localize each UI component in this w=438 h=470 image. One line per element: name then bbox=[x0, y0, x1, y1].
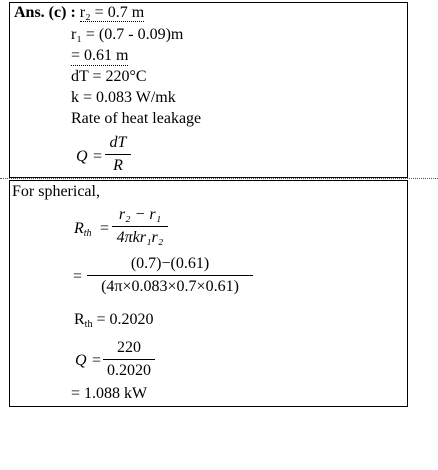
substitution-numerator: (0.7)−(0.61) bbox=[130, 255, 210, 272]
rth-result-subscript: th bbox=[84, 319, 93, 330]
r2-equation: r₂ = 0.7 m bbox=[79, 4, 145, 21]
rth-subscript: th bbox=[83, 228, 92, 239]
fraction-bar bbox=[103, 359, 155, 360]
q2-denominator: 0.2020 bbox=[107, 362, 151, 379]
rth-result-value: = 0.2020 bbox=[96, 311, 154, 328]
substitution-denominator: (4π×0.083×0.7×0.61) bbox=[101, 278, 239, 295]
final-answer: = 1.088 kW bbox=[71, 385, 148, 402]
rth-equals: = bbox=[100, 220, 110, 237]
q-lhs: Q bbox=[76, 148, 88, 165]
q-numerator: dT bbox=[109, 134, 127, 151]
fraction-bar bbox=[112, 226, 168, 227]
q2-numerator: 220 bbox=[117, 339, 141, 356]
rth-denominator: 4πkr₁r₂ bbox=[116, 229, 164, 246]
r1-value: = 0.61 m bbox=[71, 47, 129, 64]
temperature-difference: dT = 220°C bbox=[71, 68, 147, 85]
rth-fraction bbox=[110, 206, 170, 247]
q-denominator: R bbox=[113, 157, 123, 174]
spherical-heading: For spherical, bbox=[12, 183, 100, 200]
q-fraction bbox=[104, 134, 132, 175]
rth-numerator: r₂ − r₁ bbox=[118, 206, 162, 223]
substitution-equals: = bbox=[73, 268, 83, 285]
q2-fraction bbox=[102, 339, 156, 380]
fraction-bar bbox=[87, 275, 253, 276]
rth-result bbox=[74, 311, 153, 334]
section-divider bbox=[0, 178, 438, 179]
conductivity: k = 0.083 W/mk bbox=[71, 89, 176, 106]
answer-box bbox=[9, 2, 408, 178]
r1-equation: r₁ = (0.7 - 0.09)m bbox=[71, 26, 184, 43]
q2-equals: = bbox=[92, 352, 102, 369]
rth-result-symbol: R bbox=[74, 311, 85, 328]
fraction-bar bbox=[105, 154, 131, 155]
q-equals: = bbox=[93, 148, 103, 165]
rth-lhs bbox=[74, 220, 92, 243]
answer-header bbox=[14, 4, 144, 22]
substitution-fraction bbox=[85, 255, 255, 296]
rth-symbol: R bbox=[74, 220, 84, 237]
q2-lhs: Q bbox=[75, 352, 87, 369]
answer-label: Ans. (c) : bbox=[14, 4, 76, 21]
rate-label: Rate of heat leakage bbox=[71, 110, 202, 127]
